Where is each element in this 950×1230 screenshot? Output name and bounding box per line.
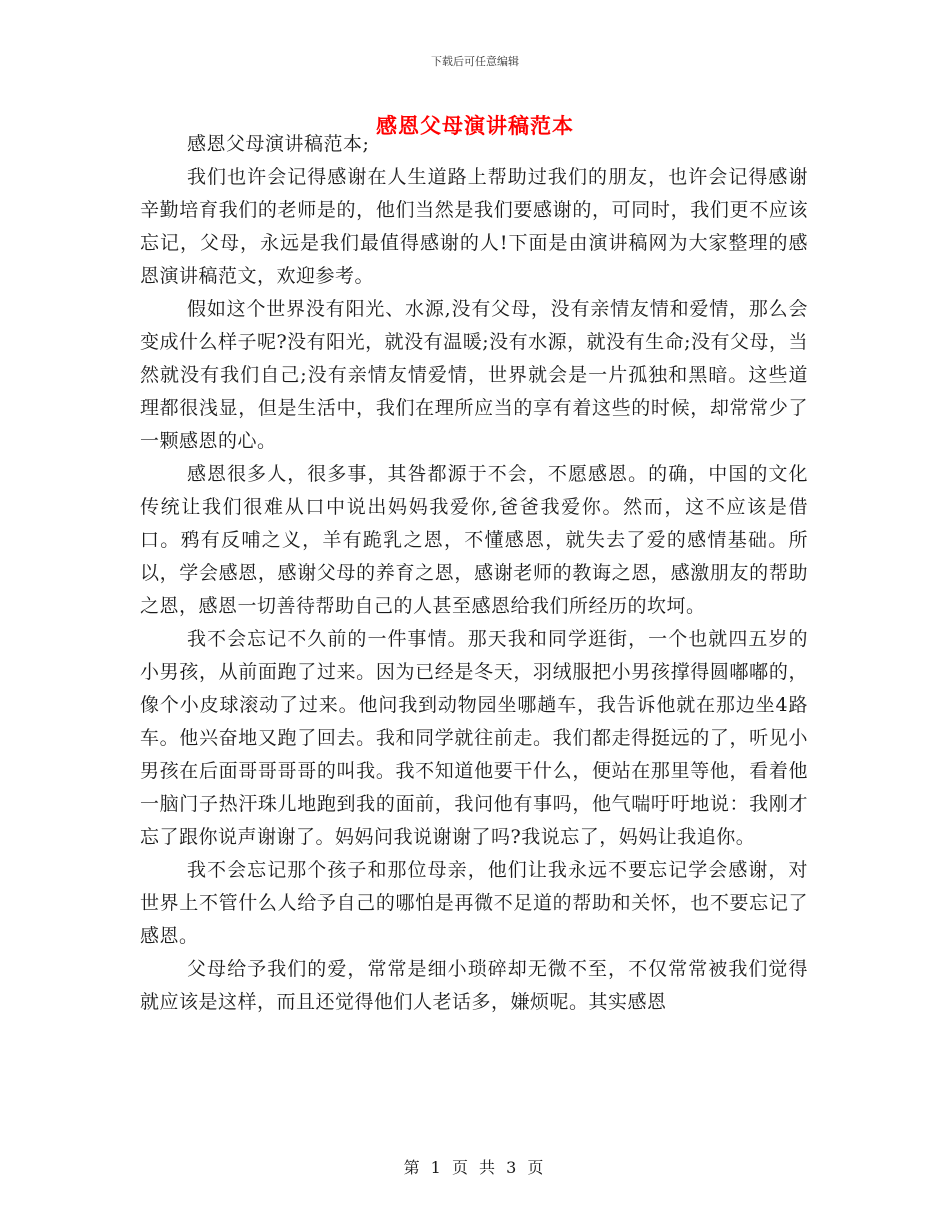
document-title: 感恩父母演讲稿范本 — [376, 114, 574, 138]
paragraph: 感恩父母演讲稿范本; — [187, 133, 370, 155]
paragraph: 我不会忘记那个孩子和那位母亲，他们让我永远不要忘记学会感谢，对世界上不管什么人给予自己的哪怕是再微不足道的帮助和关怀，也不要忘记了感恩。 — [140, 859, 808, 947]
page-header-note: 下载后可任意编辑 — [431, 55, 519, 68]
paragraph: 我们也许会记得感谢在人生道路上帮助过我们的朋友，也许会记得感谢辛勤培育我们的老师是的，他们当然是我们要感谢的，可同时，我们更不应该忘记，父母，永远是我们最值得感谢的人!下面是由演讲稿网为大家整理的感恩演讲稿范文，欢迎参考。 — [140, 166, 808, 287]
paragraph: 我不会忘记不久前的一件事情。那天我和同学逛街，一个也就四五岁的小男孩，从前面跑了过来。因为已经是冬天，羽绒服把小男孩撑得圆嘟嘟的，像个小皮球滚动了过来。他问我到动物园坐哪趟车，我告诉他就在那边坐4路车。他兴奋地又跑了回去。我和同学就往前走。我们都走得挺远的了，听见小男孩在后面哥哥哥哥的叫我。我不知道他要干什么，便站在那里等他，看着他一脑门子热汗珠儿地跑到我的面前，我问他有事吗，他气喘吁吁地说：我刚才忘了跟你说声谢谢了。妈妈问我说谢谢了吗?我说忘了，妈妈让我追你。 — [140, 628, 808, 848]
paragraph: 假如这个世界没有阳光、水源,没有父母，没有亲情友情和爱情，那么会变成什么样子呢?没有阳光，就没有温暖;没有水源，就没有生命;没有父母，当然就没有我们自己;没有亲情友情爱情，世界就会是一片孤独和黑暗。这些道理都很浅显，但是生活中，我们在理所应当的享有着这些的时候，却常常少了一颗感恩的心。 — [140, 298, 808, 452]
paragraph: 父母给予我们的爱，常常是细小琐碎却无微不至，不仅常常被我们觉得就应该是这样，而且还觉得他们人老话多，嫌烦呢。其实感恩 — [140, 958, 808, 1013]
page-number-footer: 第 1 页 共 3 页 — [403, 1158, 547, 1177]
paragraph: 感恩很多人，很多事，其咎都源于不会，不愿感恩。的确，中国的文化传统让我们很难从口中说出妈妈我爱你,爸爸我爱你。然而，这不应该是借口。鸦有反哺之义，羊有跪乳之恩，不懂感恩，就失去了爱的感情基础。所以，学会感恩，感谢父母的养育之恩，感谢老师的教诲之恩，感激朋友的帮助之恩，感恩一切善待帮助自己的人甚至感恩给我们所经历的坎坷。 — [140, 463, 808, 617]
document-body — [140, 128, 808, 1019]
